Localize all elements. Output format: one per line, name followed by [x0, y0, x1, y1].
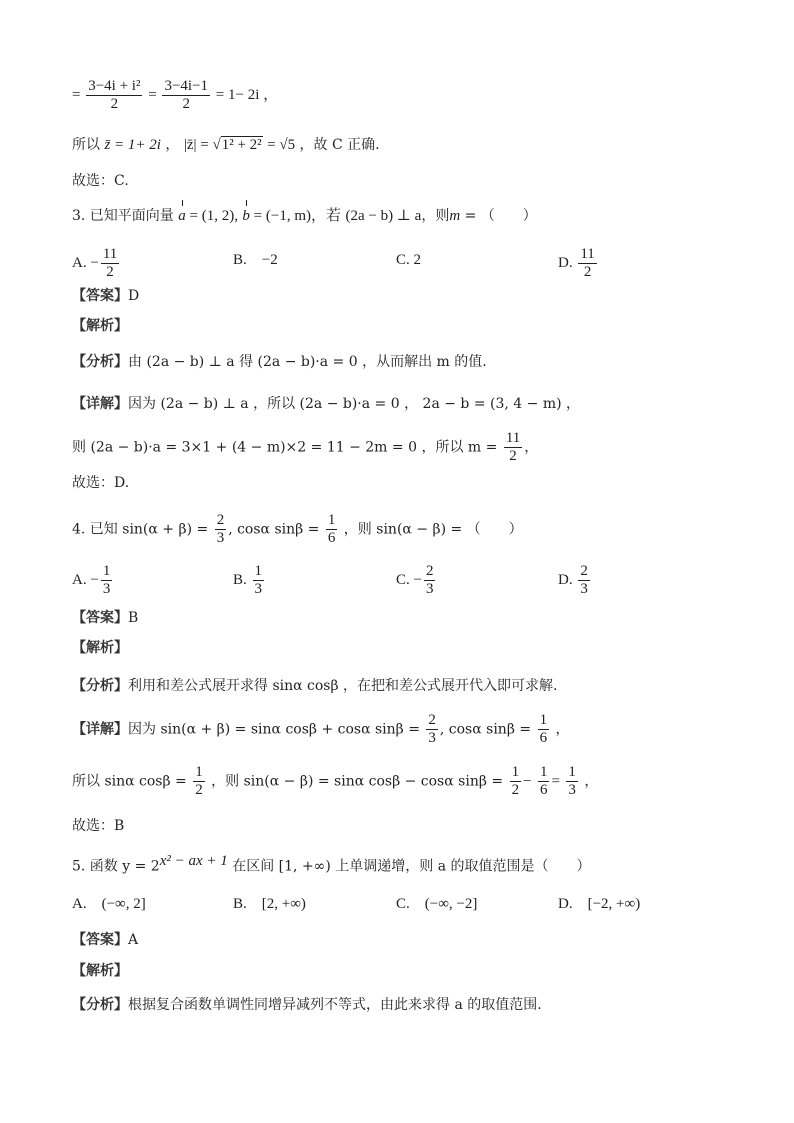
- equation-line-1: = $\frac{\text{3−4i + i²}}{2}$ = $\frac{3-4i-1}{2}$ = 1− 2i ，: [72, 78, 279, 112]
- q3-option-a: A. − $\frac{11}{2}$: [72, 246, 118, 280]
- q3-analysis-heading: 【解析】: [72, 318, 128, 334]
- q3-choose: 故选：D.: [72, 475, 130, 491]
- q4-answer: 【答案】B: [72, 610, 139, 626]
- q4-option-a: A. − $\frac{1}{3}$: [72, 563, 111, 597]
- q5-fenxi: 【分析】根据复合函数单调性同增异减列不等式，由此来求得 a 的取值范围.: [72, 997, 542, 1013]
- q4-detail-line-2: 所以 sinα cosβ = $\frac{1}{2}$ ，则 sin(α − β) = sinα cosβ − cosα sinβ = $\frac{1}{2}$ − $\frac{1}{6}$ = $\frac{1}{3}$ ，: [72, 764, 599, 798]
- fraction-2: $\frac{3-4i-1}{2}$: [164, 78, 209, 112]
- answer-value: B: [128, 610, 139, 626]
- q4-option-d: D. $\frac{2}{3}$: [558, 563, 588, 597]
- choose-line-c: 故选：C.: [72, 173, 129, 189]
- question-4-stem: 4. 已知 sin(α + β) = $\frac{2}{3}$ , cosα sinβ = $\frac{1}{6}$ ，则 sin(α − β) = （ ）: [72, 512, 523, 546]
- q3-option-b: B. −2: [233, 252, 278, 268]
- q4-option-b: B. $\frac{1}{3}$: [233, 563, 263, 597]
- q5-answer: 【答案】A: [72, 932, 139, 948]
- sqrt-expression: 1² + 2²: [221, 137, 262, 153]
- question-3-stem: 3. 已知平面向量 a = (1, 2), b = (−1, m)，若 (2a − b) ⊥ a，则m = （ ）: [72, 208, 537, 224]
- vector-a: a: [178, 208, 186, 224]
- perpendicular-condition: (2a − b) ⊥ a: [345, 208, 422, 224]
- equals-sign: =: [72, 86, 81, 103]
- q4-detail: 【详解】因为 sin(α + β) = sinα cosβ + cosα sinβ = $\frac{2}{3}$ , cosα sinβ = $\frac{1}{6}$ ，: [72, 712, 570, 746]
- q5-analysis-heading: 【解析】: [72, 963, 128, 979]
- q3-detail: 【详解】因为 (2a − b) ⊥ a ，所以 (2a − b)·a = 0 ， 2a − b = (3, 4 − m) ，: [72, 396, 581, 412]
- exponent: x² − ax + 1: [159, 853, 228, 869]
- q3-detail-line-2: 则 (2a − b)·a = 3×1 + (4 − m)×2 = 11 − 2m = 0 ，所以 m = $\frac{11}{2}$ ，: [72, 430, 539, 464]
- q4-option-c: C. − $\frac{2}{3}$: [396, 563, 434, 597]
- q4-fenxi: 【分析】利用和差公式展开求得 sinα cosβ ，在把和差公式展开代入即可求解.: [72, 678, 558, 694]
- q5-option-c: C. (−∞, −2]: [396, 896, 478, 912]
- fraction-1: $\frac{\text{3−4i + i²}}{2}$: [88, 78, 141, 112]
- q5-option-a: A. (−∞, 2]: [72, 896, 146, 912]
- q3-answer: 【答案】D: [72, 288, 140, 304]
- q3-fenxi: 【分析】由 (2a − b) ⊥ a 得 (2a − b)·a = 0 ，从而解出 m 的值.: [72, 354, 487, 370]
- q5-option-b: B. [2, +∞): [233, 896, 306, 912]
- q4-choose: 故选：B: [72, 818, 125, 834]
- conclusion-line: 所以 z̄ = 1+ 2i ， |z̄| = √1² + 2² = √5 ，故 C 正确.: [72, 137, 380, 153]
- q3-option-d: D. $\frac{11}{2}$: [558, 246, 595, 280]
- answer-value: D: [128, 288, 140, 304]
- q4-analysis-heading: 【解析】: [72, 640, 128, 656]
- question-5-stem: 5. 函数 $y = 2^{x^2 - ax + 1}$ 在区间 [1, +∞) 上单调递增，则 a 的取值范围是（ ）: [72, 853, 591, 875]
- q5-option-d: D. [−2, +∞): [558, 896, 641, 912]
- answer-value: A: [128, 932, 139, 948]
- vector-b: b: [242, 208, 250, 224]
- equation-result: = 1− 2i ，: [215, 86, 279, 103]
- q3-option-c: C. 2: [396, 252, 422, 268]
